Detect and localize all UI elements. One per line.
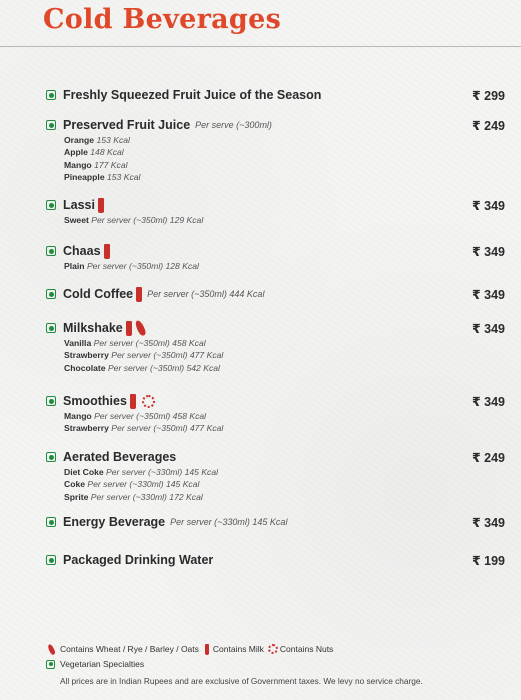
milk-icon <box>136 287 142 302</box>
veg-icon <box>46 200 56 210</box>
variant-detail: Per server (~350ml) 477 Kcal <box>111 423 224 434</box>
item-name: Lassi <box>63 198 95 212</box>
nuts-icon <box>268 644 278 654</box>
variant-detail: Per server (~330ml) 145 Kcal <box>87 479 200 490</box>
item-name: Freshly Squeezed Fruit Juice of the Season <box>63 88 322 102</box>
variant-name: Sweet <box>64 215 89 225</box>
item-price: ₹ 249 <box>471 118 505 133</box>
veg-icon <box>46 289 56 299</box>
veg-icon <box>46 396 56 406</box>
item-name: Cold Coffee <box>63 287 134 301</box>
variant-line <box>64 410 505 422</box>
veg-icon <box>46 323 56 333</box>
variant-line <box>64 422 505 434</box>
legend-nuts: Contains Nuts <box>279 644 334 654</box>
variant-line <box>64 146 505 158</box>
item-price: ₹ 299 <box>471 88 505 103</box>
legend <box>46 643 333 670</box>
menu-item <box>46 196 505 226</box>
legend-wheat: Contains Wheat / Rye / Barley / Oats <box>60 644 199 654</box>
variant-line <box>64 349 505 361</box>
milk-icon <box>126 321 132 336</box>
variant-name: Mango <box>64 159 92 170</box>
veg-icon <box>46 452 56 462</box>
variant-line <box>64 337 505 349</box>
item-price: ₹ 349 <box>471 321 505 336</box>
veg-icon <box>46 555 56 565</box>
variant-detail: Per server (~350ml) 129 Kcal <box>91 215 204 225</box>
variant-name: Coke <box>64 479 86 490</box>
variant-name: Strawberry <box>64 423 109 434</box>
variant-name: Sprite <box>64 491 89 502</box>
item-name: Packaged Drinking Water <box>63 553 214 567</box>
item-price: ₹ 349 <box>471 394 505 409</box>
item-serving: Per server (~350ml) 444 Kcal <box>147 289 265 299</box>
page-title: Cold Beverages <box>43 4 282 35</box>
item-name: Chaas <box>63 244 101 258</box>
menu-item <box>46 285 505 303</box>
variant-name: Vanilla <box>64 338 92 348</box>
wheat-icon <box>134 319 147 336</box>
variant-name: Apple <box>64 147 88 158</box>
variant-line <box>64 478 505 490</box>
variant-detail: 148 Kcal <box>90 147 124 158</box>
item-serving: Per server (~330ml) 145 Kcal <box>170 517 288 527</box>
variant-line <box>64 214 505 226</box>
item-name: Milkshake <box>63 321 123 335</box>
item-price: ₹ 349 <box>471 244 505 259</box>
variant-name: Diet Coke <box>64 467 104 477</box>
milk-icon <box>205 644 209 655</box>
menu-item <box>46 242 505 272</box>
wheat-icon <box>47 643 56 655</box>
variant-detail: 177 Kcal <box>94 159 128 170</box>
menu-item <box>46 319 505 374</box>
item-name: Preserved Fruit Juice <box>63 118 191 132</box>
veg-icon <box>46 246 56 256</box>
milk-icon <box>98 198 104 213</box>
legend-veg: Vegetarian Specialties <box>60 659 145 669</box>
veg-icon <box>46 517 56 527</box>
menu-item <box>46 392 505 435</box>
item-price: ₹ 349 <box>471 287 505 302</box>
variant-line <box>64 362 505 374</box>
variant-detail: Per server (~330ml) 172 Kcal <box>90 491 203 502</box>
menu-item <box>46 551 505 569</box>
variant-line <box>64 159 505 171</box>
variant-line <box>64 466 505 478</box>
nuts-icon <box>142 395 155 408</box>
menu-item <box>46 86 505 104</box>
item-price: ₹ 349 <box>471 515 505 530</box>
variant-line <box>64 260 505 272</box>
item-price: ₹ 349 <box>471 198 505 213</box>
veg-icon <box>46 660 55 669</box>
menu-item <box>46 513 505 531</box>
milk-icon <box>130 394 136 409</box>
variant-detail: Per server (~350ml) 477 Kcal <box>111 350 224 361</box>
variant-detail: Per server (~330ml) 145 Kcal <box>106 467 219 477</box>
variant-name: Plain <box>64 261 85 271</box>
item-price: ₹ 249 <box>471 450 505 465</box>
item-serving: Per serve (~300ml) <box>195 120 272 130</box>
item-price: ₹ 199 <box>471 553 505 568</box>
variant-line <box>64 134 505 146</box>
variant-name: Chocolate <box>64 362 106 373</box>
title-divider <box>0 46 521 47</box>
veg-icon <box>46 90 56 100</box>
item-name: Aerated Beverages <box>63 450 177 464</box>
milk-icon <box>104 244 110 259</box>
variant-line <box>64 491 505 503</box>
variant-detail: 153 Kcal <box>106 171 141 182</box>
footnote: All prices are in Indian Rupees and are exclusive of Government taxes. We levy no service charge. <box>60 676 423 686</box>
variant-detail: Per server (~350ml) 458 Kcal <box>94 411 207 421</box>
variant-detail: Per server (~350ml) 458 Kcal <box>93 338 206 348</box>
item-name: Smoothies <box>63 394 127 408</box>
variant-name: Orange <box>64 135 95 145</box>
variant-name: Strawberry <box>64 350 109 361</box>
variant-detail: 153 Kcal <box>96 135 130 145</box>
veg-icon <box>46 120 56 130</box>
variant-name: Pineapple <box>64 171 105 182</box>
variant-line <box>64 171 505 183</box>
legend-milk: Contains Milk <box>212 644 264 654</box>
allergen-legend <box>46 643 333 655</box>
menu-item <box>46 116 505 183</box>
item-name: Energy Beverage <box>63 515 166 529</box>
variant-detail: Per server (~350ml) 542 Kcal <box>107 362 220 373</box>
veg-legend <box>46 658 333 670</box>
variant-detail: Per server (~350ml) 128 Kcal <box>86 261 199 271</box>
menu-item <box>46 448 505 503</box>
variant-name: Mango <box>64 411 92 421</box>
